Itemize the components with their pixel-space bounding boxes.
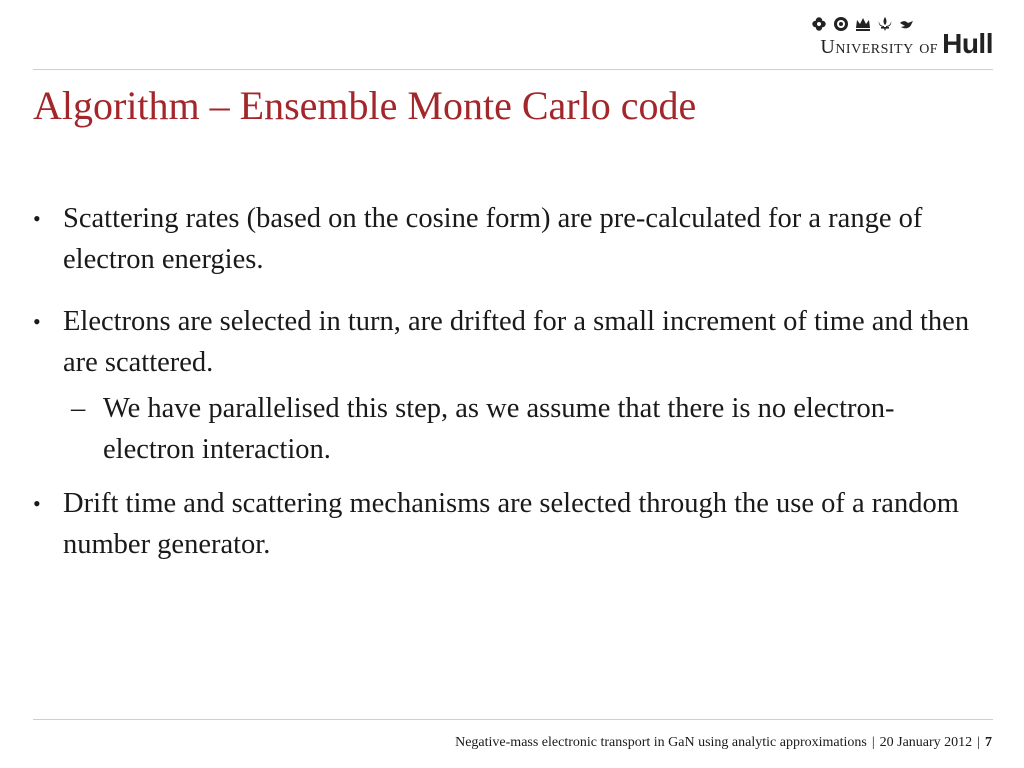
bottom-divider	[33, 719, 993, 720]
bullet-text: Electrons are selected in turn, are drifted for a small increment of time and then are scattered.	[63, 306, 970, 378]
logo-prefix: University of	[820, 36, 939, 58]
logo-wordmark	[820, 28, 993, 60]
footer-separator: |	[977, 735, 980, 750]
logo-name: Hull	[942, 28, 993, 59]
slide-footer	[455, 735, 992, 751]
bullet-text: Scattering rates (based on the cosine form) are pre-calculated for a range of electron energies.	[63, 203, 923, 275]
footer-date: 20 January 2012	[879, 735, 973, 750]
footer-talk-title: Negative-mass electronic transport in GaN using analytic approximations	[455, 735, 867, 750]
top-divider	[33, 69, 993, 70]
bullet-item	[33, 483, 973, 565]
bullet-marker: •	[33, 491, 41, 516]
page-number: 7	[985, 735, 992, 750]
bullet-marker: •	[33, 309, 41, 334]
slide-title: Algorithm – Ensemble Monte Carlo code	[33, 83, 697, 128]
bullet-text: Drift time and scattering mechanisms are selected through the use of a random number generator.	[63, 488, 959, 560]
sub-bullet-item	[33, 388, 973, 470]
slide-content	[33, 198, 973, 586]
footer-separator: |	[871, 735, 875, 750]
sub-bullet-text: We have parallelised this step, as we assume that there is no electron-electron interaction.	[103, 393, 895, 465]
sub-bullet-marker: –	[71, 393, 86, 424]
bullet-item	[33, 301, 973, 383]
university-logo	[793, 16, 993, 58]
bullet-item	[33, 198, 973, 280]
bullet-marker: •	[33, 206, 41, 231]
